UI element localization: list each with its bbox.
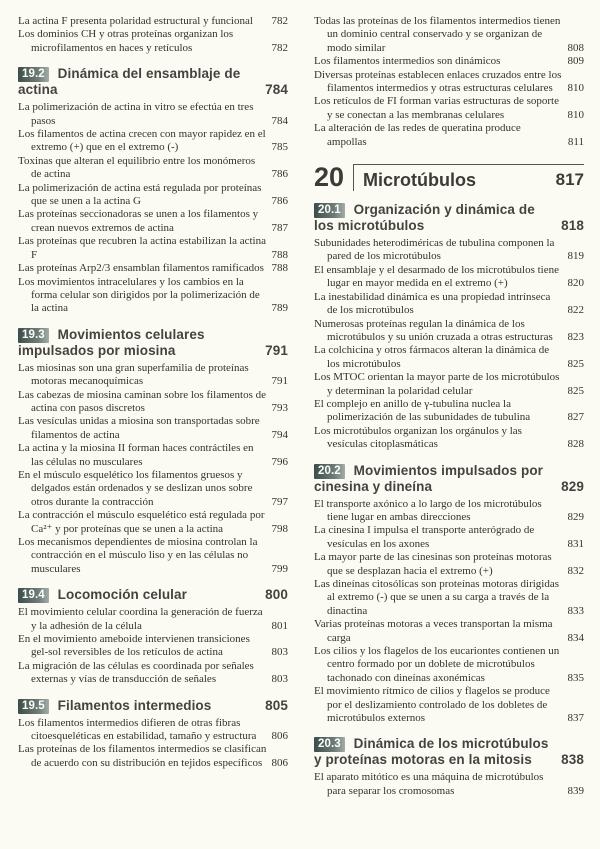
toc-entry-title: La polimerización de actina in vitro se efectúa en tres pasos	[18, 101, 254, 127]
section-title-wrap	[18, 66, 259, 98]
toc-entry-title: Las cabezas de miosina caminan sobre los filamentos de actina con pasos discretos	[18, 388, 267, 414]
toc-entry-title: Todas las proteínas de los filamentos intermedios tienen un dominio central conservado y se organizan de modo similar	[314, 15, 561, 54]
toc-entry-group	[18, 717, 288, 771]
toc-entry	[314, 645, 584, 685]
toc-entry-page: 803	[271, 673, 288, 686]
toc-entry	[314, 122, 584, 149]
toc-entry-group	[314, 498, 584, 726]
toc-entry	[314, 95, 584, 122]
toc-entry-title: Las proteínas de los filamentos intermedios se clasifican de acuerdo con su distribución en tejidos específicos	[18, 743, 267, 769]
chapter-header	[314, 164, 584, 191]
toc-entry	[18, 536, 288, 576]
toc-entry-title: Los filamentos intermedios son dinámicos	[314, 55, 501, 68]
toc-entry-page: 801	[271, 619, 288, 632]
toc-column-right	[314, 15, 584, 849]
section-page: 838	[561, 752, 584, 768]
section-number-badge: 20.3	[314, 737, 345, 752]
toc-entry-group	[18, 606, 288, 686]
toc-entry-title: La colchicina y otros fármacos alteran la dinámica de los microtúbulos	[314, 344, 550, 370]
toc-entry-title: El movimiento rítmico de cilios y flagelos se produce por el deslizamiento controlado de los dobletes de microtúbulos externos	[314, 685, 550, 725]
toc-entry-page: 782	[271, 15, 288, 27]
toc-entry	[18, 362, 288, 389]
toc-entry	[314, 524, 584, 551]
toc-entry-group	[314, 15, 584, 149]
toc-entry	[314, 398, 584, 425]
section-title-wrap	[314, 202, 555, 234]
toc-entry-group	[314, 237, 584, 452]
chapter-title: Microtúbulos	[363, 170, 477, 191]
toc-entry-title: Las vesículas unidas a miosina son transportadas sobre filamentos de actina	[18, 415, 260, 441]
toc-entry-page: 827	[567, 411, 584, 424]
toc-entry-page: 788	[271, 262, 288, 275]
toc-entry-page: 825	[567, 384, 584, 397]
toc-entry-page: 784	[271, 114, 288, 127]
toc-entry-title: La polimerización de actina está regulada por proteínas que se unen a la actina G	[18, 181, 262, 208]
toc-entry-title: La cinesina I impulsa el transporte anterógrado de vesículas en los axones	[314, 524, 535, 550]
section-header	[18, 66, 288, 98]
toc-entry-page: 809	[567, 55, 584, 68]
toc-entry-title: Los filamentos intermedios difieren de otras fibras citoesqueléticas en estabilidad, tamaño y estructura	[18, 716, 257, 743]
section-header	[18, 327, 288, 359]
toc-entry-page: 837	[567, 712, 584, 725]
toc-entry-title: El transporte axónico a lo largo de los microtúbulos tiene lugar en ambas direcciones	[314, 497, 542, 523]
toc-entry-page: 833	[567, 604, 584, 617]
toc-entry-title: Los microtúbulos organizan los orgánulos y las vesículas citoplasmáticas	[314, 424, 522, 451]
section-title: Movimientos celulares impulsados por miosina	[18, 326, 205, 358]
toc-entry-title: Los dominios CH y otras proteínas organizan los microfilamentos en haces y retículos	[18, 28, 234, 54]
toc-entry-page: 808	[567, 41, 584, 54]
toc-entry-page: 811	[567, 135, 584, 148]
toc-entry-page: 806	[271, 730, 288, 743]
toc-entry-group	[18, 362, 288, 577]
toc-entry-title: El ensamblaje y el desarmado de los microtúbulos tiene lugar en mayor medida en el extremo (+)	[314, 263, 559, 290]
toc-entry-page: 791	[271, 375, 288, 388]
section-page: 818	[561, 218, 584, 234]
toc-entry	[18, 15, 288, 28]
toc-entry	[18, 208, 288, 235]
toc-entry-page: 832	[567, 564, 584, 577]
toc-entry-title: Los mecanismos dependientes de miosina controlan la contracción en el músculo liso y en las células no musculares	[18, 536, 258, 575]
toc-entry	[314, 498, 584, 525]
toc-entry-page: 787	[271, 221, 288, 234]
toc-entry	[18, 442, 288, 469]
toc-entry-title: Los movimientos intracelulares y los cambios en la forma celular son dirigidos por la polimerización de la actina	[18, 275, 260, 315]
toc-entry-page: 786	[271, 168, 288, 181]
section-header	[18, 587, 288, 603]
toc-entry	[18, 101, 288, 128]
toc-entry-title: Las proteínas Arp2/3 ensamblan filamentos ramificados	[18, 262, 264, 275]
section-title-wrap	[18, 327, 259, 359]
section-page: 829	[561, 478, 584, 494]
toc-entry-title: La contracción el músculo esquelético está regulada por Ca²⁺ y por proteínas que se unen a la actina	[18, 509, 265, 535]
toc-entry	[314, 15, 584, 55]
toc-entry	[314, 55, 584, 68]
toc-entry-group	[18, 15, 288, 55]
toc-entry-title: Subunidades heterodiméricas de tubulina componen la pared de los microtúbulos	[314, 237, 555, 263]
section-number-badge: 19.2	[18, 67, 49, 82]
section-number-badge: 19.5	[18, 699, 49, 714]
toc-entry	[18, 717, 288, 744]
toc-entry-title: Diversas proteínas establecen enlaces cruzados entre los filamentos intermedios y otras estructuras celulares	[314, 68, 562, 95]
toc-entry-page: 785	[271, 141, 288, 154]
toc-entry-title: La mayor parte de las cinesinas son proteínas motoras que se desplazan hacia el extremo (+)	[314, 551, 552, 577]
toc-entry-title: En el músculo esquelético los filamentos gruesos y delgados están ordenados y se deslizan unos sobre otros durante la contracción	[18, 468, 253, 508]
toc-entry	[314, 69, 584, 96]
toc-entry-page: 839	[567, 784, 584, 797]
toc-entry-title: Varias proteínas motoras a veces transportan la misma carga	[314, 618, 553, 644]
toc-entry-page: 782	[271, 41, 288, 54]
section-number-badge: 20.2	[314, 464, 345, 479]
section-header	[18, 698, 288, 714]
toc-entry-title: Las proteínas seccionadoras se unen a los filamentos y crean nuevos extremos de actina	[18, 208, 259, 234]
toc-entry-page: 829	[567, 510, 584, 523]
toc-entry-page: 788	[271, 248, 288, 261]
toc-entry-title: La inestabilidad dinámica es una propiedad intrínseca de los microtúbulos	[314, 290, 551, 317]
toc-entry-title: Las proteínas que recubren la actina estabilizan la actina F	[18, 235, 266, 261]
toc-entry-page: 835	[567, 671, 584, 684]
section-page: 805	[265, 697, 288, 713]
toc-entry	[314, 344, 584, 371]
toc-entry-page: 798	[271, 522, 288, 535]
toc-entry	[314, 551, 584, 578]
section-header	[314, 463, 584, 495]
toc-entry	[18, 469, 288, 509]
chapter-title-block	[353, 164, 584, 191]
section-title: Dinámica del ensamblaje de actina	[18, 66, 241, 98]
toc-entry	[18, 633, 288, 660]
section-title-wrap	[314, 463, 555, 495]
toc-entry-title: Los filamentos de actina crecen con mayor rapidez en el extremo (+) que en el extremo (-)	[18, 128, 266, 154]
toc-entry-title: El movimiento celular coordina la generación de fuerza y la adhesión de la célula	[18, 606, 263, 632]
section-title: Organización y dinámica de los microtúbulos	[314, 202, 535, 234]
toc-entry-page: 819	[567, 250, 584, 263]
toc-entry	[18, 276, 288, 316]
toc-entry-page: 806	[271, 756, 288, 769]
toc-entry	[18, 660, 288, 687]
toc-entry-group	[18, 101, 288, 316]
toc-entry	[18, 606, 288, 633]
section-page: 784	[265, 82, 288, 98]
toc-entry	[314, 771, 584, 798]
section-title: Filamentos intermedios	[53, 697, 212, 713]
toc-entry-title: En el movimiento ameboide intervienen transiciones gel-sol reversibles de los retículos de actina	[18, 633, 250, 659]
toc-entry-page: 823	[567, 330, 584, 343]
toc-entry-title: La actina F presenta polaridad estructural y funcional	[18, 15, 253, 27]
toc-entry	[314, 264, 584, 291]
toc-entry-title: Las miosinas son una gran superfamilia de proteínas motoras mecanoquímicas	[18, 361, 249, 388]
toc-entry-title: Los MTOC orientan la mayor parte de los microtúbulos y determinan la polaridad celular	[314, 371, 560, 397]
toc-column-left	[18, 15, 288, 849]
toc-entry-page: 810	[567, 108, 584, 121]
toc-entry	[18, 743, 288, 770]
section-page: 791	[265, 342, 288, 358]
toc-entry-title: La alteración de las redes de queratina produce ampollas	[314, 122, 521, 148]
toc-entry-title: Los cilios y los flagelos de los eucariontes contienen un centro formado por un doblete de microtúbulos tachonado con dineínas axonémicas	[314, 645, 560, 684]
section-title-wrap	[18, 587, 259, 603]
toc-entry	[314, 425, 584, 452]
section-header	[314, 202, 584, 234]
toc-entry-title: La migración de las células es coordinada por señales externas y vías de transducción de señales	[18, 659, 254, 686]
section-number-badge: 20.1	[314, 203, 345, 218]
section-header	[314, 736, 584, 768]
toc-entry-page: 789	[271, 302, 288, 315]
toc-entry-page: 799	[271, 562, 288, 575]
toc-entry	[18, 28, 288, 55]
toc-entry	[314, 618, 584, 645]
section-title: Movimientos impulsados por cinesina y dineína	[314, 462, 544, 494]
toc-entry	[18, 182, 288, 209]
toc-entry	[18, 128, 288, 155]
toc-entry-page: 796	[271, 455, 288, 468]
section-number-badge: 19.4	[18, 588, 49, 603]
toc-entry-title: Las dineínas citosólicas son proteínas motoras dirigidas al extremo (-) que se unen a su carga a través de la dinactina	[314, 578, 560, 617]
toc-entry	[18, 155, 288, 182]
toc-entry	[314, 685, 584, 725]
toc-entry	[18, 389, 288, 416]
toc-entry-page: 825	[567, 357, 584, 370]
section-page: 800	[265, 587, 288, 603]
toc-entry-page: 794	[271, 428, 288, 441]
toc-entry	[314, 291, 584, 318]
section-title-wrap	[18, 698, 259, 714]
toc-entry-title: Los retículos de FI forman varias estructuras de soporte y se conectan a las membranas celulares	[314, 95, 559, 121]
toc-entry-page: 828	[567, 438, 584, 451]
toc-entry	[18, 235, 288, 262]
section-title-wrap	[314, 736, 555, 768]
toc-entry	[314, 318, 584, 345]
section-title: Dinámica de los microtúbulos y proteínas motoras en la mitosis	[314, 736, 549, 768]
toc-entry-title: Numerosas proteínas regulan la dinámica de los microtúbulos y su unión cruzada a otras estructuras	[314, 317, 553, 343]
toc-entry	[314, 371, 584, 398]
toc-entry	[314, 237, 584, 264]
toc-entry	[18, 509, 288, 536]
toc-entry-page: 810	[567, 82, 584, 95]
toc-entry-page: 793	[271, 401, 288, 414]
toc-entry-page: 820	[567, 277, 584, 290]
toc-entry-page: 822	[567, 304, 584, 317]
toc-entry-page: 803	[271, 646, 288, 659]
toc-entry	[314, 578, 584, 618]
toc-entry-page: 834	[567, 631, 584, 644]
toc-entry	[18, 415, 288, 442]
toc-entry-page: 831	[567, 537, 584, 550]
toc-entry-title: El complejo en anillo de γ-tubulina nuclea la polimerización de las subunidades de tubulina	[314, 397, 531, 424]
section-title: Locomoción celular	[53, 587, 187, 603]
toc-entry-group	[314, 771, 584, 798]
toc-entry-page: 786	[271, 195, 288, 208]
section-number-badge: 19.3	[18, 328, 49, 343]
toc-entry-title: La actina y la miosina II forman haces contráctiles en las células no musculares	[18, 442, 254, 468]
toc-entry	[18, 262, 288, 275]
chapter-number: 20	[314, 162, 345, 193]
toc-entry-title: El aparato mitótico es una máquina de microtúbulos para separar los cromosomas	[314, 771, 544, 797]
chapter-page: 817	[555, 170, 584, 190]
toc-entry-title: Toxinas que alteran el equilibrio entre los monómeros de actina	[18, 154, 256, 181]
toc-entry-page: 797	[271, 495, 288, 508]
